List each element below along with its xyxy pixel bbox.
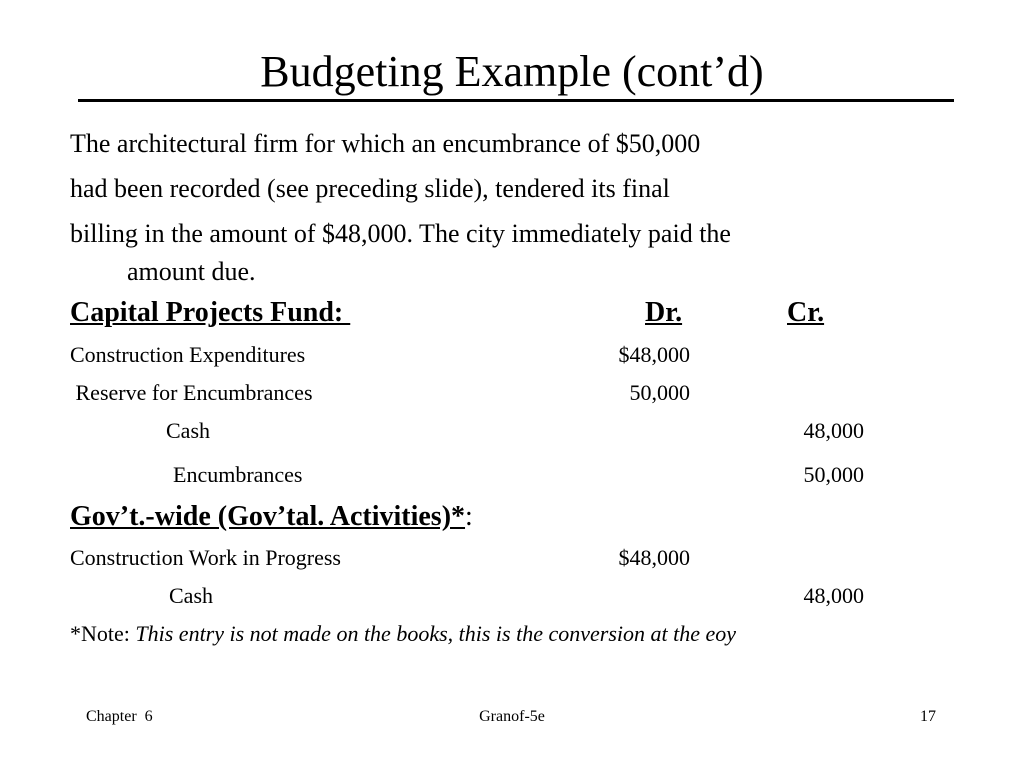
debit-column-label: Dr. (645, 297, 683, 328)
govt-wide-heading-suffix: : (465, 501, 473, 532)
entry-account: Reserve for Encumbrances (70, 380, 313, 405)
footer-book: Granof-5e (479, 708, 545, 725)
title-underline (78, 99, 954, 102)
credit-column-label: Cr. (787, 297, 825, 328)
intro-line: had been recorded (see preceding slide), tendered its final (70, 174, 670, 203)
intro-line: The architectural firm for which an encumbrance of $50,000 (70, 129, 701, 158)
entry-credit: 48,000 (803, 583, 864, 608)
entry-account: Cash (166, 418, 210, 443)
slide-title: Budgeting Example (cont’d) (260, 47, 764, 96)
footer-page-number: 17 (920, 708, 936, 725)
footnote (70, 621, 736, 647)
footnote-label: *Note: (70, 621, 136, 646)
intro-line: billing in the amount of $48,000. The city immediately paid the (70, 219, 731, 248)
entry-account: Construction Work in Progress (70, 545, 341, 570)
entry-credit: 50,000 (803, 462, 864, 487)
govt-wide-heading: Gov’t.-wide (Gov’tal. Activities)* (70, 501, 466, 532)
footer-chapter: Chapter 6 (86, 708, 153, 725)
entry-account: Cash (169, 583, 213, 608)
intro-paragraph (70, 124, 970, 295)
intro-line: amount due. (127, 257, 256, 286)
entry-debit: 50,000 (629, 380, 690, 405)
entry-credit: 48,000 (803, 418, 864, 443)
entry-account: Construction Expenditures (70, 342, 306, 367)
entry-account: Encumbrances (173, 462, 303, 487)
entry-debit: $48,000 (618, 342, 690, 367)
footnote-text: This entry is not made on the books, this is the conversion at the eoy (135, 621, 737, 646)
govt-wide-heading-row (70, 501, 473, 533)
capital-projects-heading: Capital Projects Fund: (70, 297, 351, 328)
entry-debit: $48,000 (618, 545, 690, 570)
